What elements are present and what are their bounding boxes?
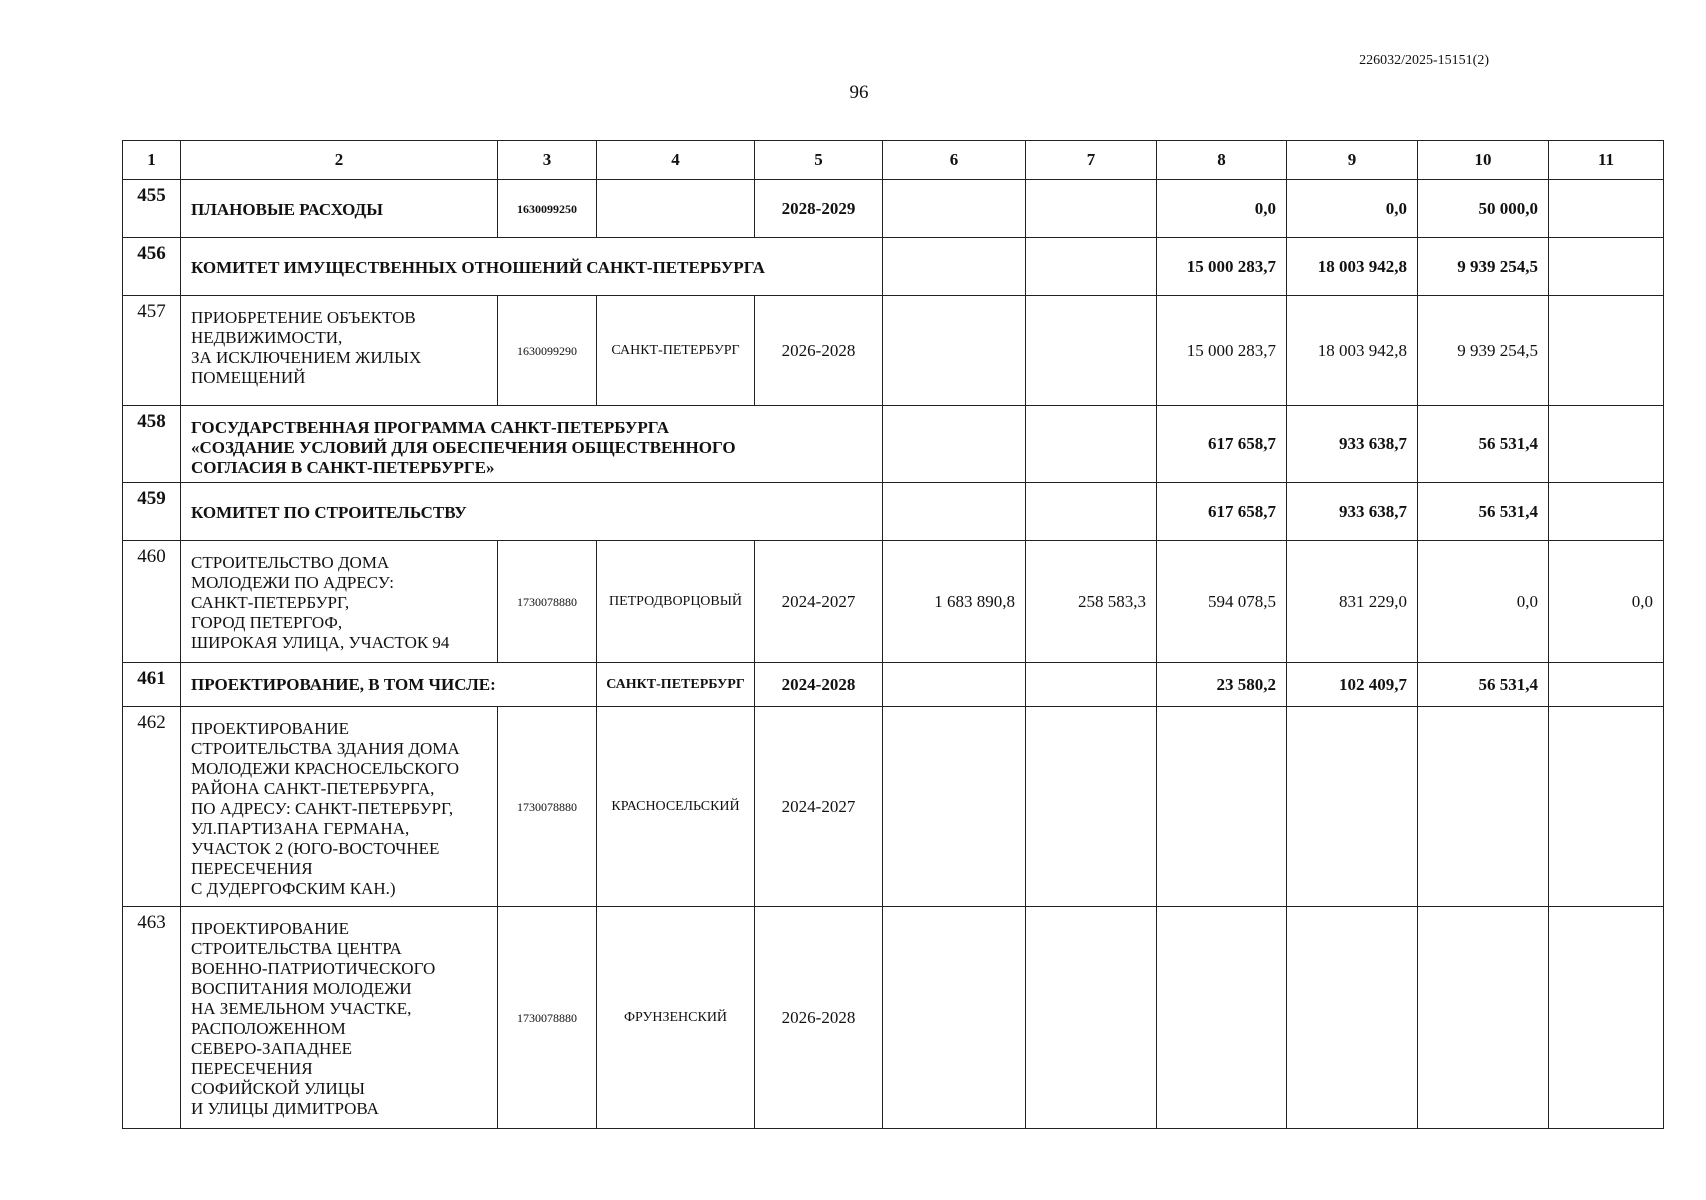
row-value-7 [1026,483,1157,541]
row-value-7 [1026,238,1157,296]
row-value-11 [1549,296,1664,406]
table-row [123,238,1664,296]
row-district: ПЕТРОДВОРЦОВЫЙ [597,541,755,663]
row-number: 462 [123,707,181,907]
row-number: 458 [123,406,181,483]
row-name: СТРОИТЕЛЬСТВО ДОМА МОЛОДЕЖИ ПО АДРЕСУ: САНКТ-ПЕТЕРБУРГ, ГОРОД ПЕТЕРГОФ, ШИРОКАЯ УЛИЦА, УЧАСТОК 94 [181,541,498,663]
row-number: 457 [123,296,181,406]
row-value-8: 15 000 283,7 [1157,296,1287,406]
row-name: ПРИОБРЕТЕНИЕ ОБЪЕКТОВ НЕДВИЖИМОСТИ, ЗА ИСКЛЮЧЕНИЕМ ЖИЛЫХ ПОМЕЩЕНИЙ [181,296,498,406]
row-value-7 [1026,907,1157,1129]
row-code: 1730078880 [498,541,597,663]
column-header: 8 [1157,141,1287,180]
row-value-11 [1549,907,1664,1129]
page-number: 96 [849,82,869,103]
row-number: 460 [123,541,181,663]
budget-table [122,140,1664,1129]
row-value-7 [1026,180,1157,238]
row-value-6 [883,296,1026,406]
row-period: 2028-2029 [755,180,883,238]
row-value-10 [1418,907,1549,1129]
row-number: 461 [123,663,181,707]
row-period: 2026-2028 [755,296,883,406]
row-value-9: 102 409,7 [1287,663,1418,707]
column-header: 6 [883,141,1026,180]
row-value-6 [883,483,1026,541]
row-value-11 [1549,663,1664,707]
row-value-11 [1549,707,1664,907]
column-header: 5 [755,141,883,180]
row-value-10: 56 531,4 [1418,483,1549,541]
table-row [123,483,1664,541]
row-period: 2024-2027 [755,707,883,907]
column-header: 10 [1418,141,1549,180]
row-value-8: 15 000 283,7 [1157,238,1287,296]
row-number: 459 [123,483,181,541]
row-value-11 [1549,238,1664,296]
row-name: ПРОЕКТИРОВАНИЕ СТРОИТЕЛЬСТВА ЗДАНИЯ ДОМА МОЛОДЕЖИ КРАСНОСЕЛЬСКОГО РАЙОНА САНКТ-ПЕТЕРБУРГА, ПО АДРЕСУ: САНКТ-ПЕТЕРБУРГ, УЛ.ПАРТИЗАНА ГЕРМАНА, УЧАСТОК 2 (ЮГО-ВОСТОЧНЕЕ ПЕРЕСЕЧЕНИЯ С ДУДЕРГОФСКИМ КАН.) [181,707,498,907]
table-row [123,541,1664,663]
row-district: САНКТ-ПЕТЕРБУРГ [597,296,755,406]
row-value-7 [1026,406,1157,483]
row-code: 1730078880 [498,907,597,1129]
row-period: 2024-2028 [755,663,883,707]
column-header: 11 [1549,141,1664,180]
row-value-9: 18 003 942,8 [1287,238,1418,296]
row-value-6 [883,180,1026,238]
row-value-11 [1549,180,1664,238]
table-row [123,180,1664,238]
row-period: 2024-2027 [755,541,883,663]
row-value-7 [1026,296,1157,406]
column-header: 1 [123,141,181,180]
row-value-9: 933 638,7 [1287,483,1418,541]
column-header: 4 [597,141,755,180]
table-row [123,663,1664,707]
row-code: 1630099290 [498,296,597,406]
row-name: ПРОЕКТИРОВАНИЕ СТРОИТЕЛЬСТВА ЦЕНТРА ВОЕННО-ПАТРИОТИЧЕСКОГО ВОСПИТАНИЯ МОЛОДЕЖИ НА ЗЕМЕЛЬНОМ УЧАСТКЕ, РАСПОЛОЖЕННОМ СЕВЕРО-ЗАПАДНЕЕ ПЕРЕСЕЧЕНИЯ СОФИЙСКОЙ УЛИЦЫ И УЛИЦЫ ДИМИТРОВА [181,907,498,1129]
row-value-8 [1157,707,1287,907]
row-value-10: 9 939 254,5 [1418,296,1549,406]
table-row [123,707,1664,907]
row-value-6 [883,406,1026,483]
row-code: 1730078880 [498,707,597,907]
row-value-9 [1287,707,1418,907]
row-value-8: 0,0 [1157,180,1287,238]
row-value-9 [1287,907,1418,1129]
row-value-8: 594 078,5 [1157,541,1287,663]
row-value-7 [1026,707,1157,907]
row-value-9: 831 229,0 [1287,541,1418,663]
row-value-9: 0,0 [1287,180,1418,238]
row-value-7 [1026,663,1157,707]
row-value-9: 18 003 942,8 [1287,296,1418,406]
row-value-11 [1549,483,1664,541]
column-header: 2 [181,141,498,180]
row-value-6 [883,707,1026,907]
row-code: 1630099250 [498,180,597,238]
row-value-10: 56 531,4 [1418,663,1549,707]
row-value-11 [1549,406,1664,483]
row-number: 463 [123,907,181,1129]
row-value-10: 9 939 254,5 [1418,238,1549,296]
row-value-8: 23 580,2 [1157,663,1287,707]
row-value-10 [1418,707,1549,907]
row-district: ФРУНЗЕНСКИЙ [597,907,755,1129]
row-name: ПЛАНОВЫЕ РАСХОДЫ [181,180,498,238]
row-value-10: 0,0 [1418,541,1549,663]
column-header: 3 [498,141,597,180]
row-value-6: 1 683 890,8 [883,541,1026,663]
row-district: САНКТ-ПЕТЕРБУРГ [597,663,755,707]
row-value-6 [883,907,1026,1129]
row-value-9: 933 638,7 [1287,406,1418,483]
row-value-10: 56 531,4 [1418,406,1549,483]
row-value-11: 0,0 [1549,541,1664,663]
table-header-row [123,141,1664,180]
table-row [123,406,1664,483]
row-name: ПРОЕКТИРОВАНИЕ, В ТОМ ЧИСЛЕ: [181,663,597,707]
row-value-7: 258 583,3 [1026,541,1157,663]
row-value-8 [1157,907,1287,1129]
row-name: КОМИТЕТ ПО СТРОИТЕЛЬСТВУ [181,483,883,541]
row-period: 2026-2028 [755,907,883,1129]
row-name: КОМИТЕТ ИМУЩЕСТВЕННЫХ ОТНОШЕНИЙ САНКТ-ПЕТЕРБУРГА [181,238,883,296]
row-district [597,180,755,238]
table-row [123,907,1664,1129]
row-value-10: 50 000,0 [1418,180,1549,238]
row-name: ГОСУДАРСТВЕННАЯ ПРОГРАММА САНКТ-ПЕТЕРБУРГА «СОЗДАНИЕ УСЛОВИЙ ДЛЯ ОБЕСПЕЧЕНИЯ ОБЩЕСТВЕННОГО СОГЛАСИЯ В САНКТ-ПЕТЕРБУРГЕ» [181,406,883,483]
column-header: 9 [1287,141,1418,180]
document-registration-number: 226032/2025-15151(2) [1359,53,1489,68]
row-value-8: 617 658,7 [1157,483,1287,541]
table-row [123,296,1664,406]
row-district: КРАСНОСЕЛЬСКИЙ [597,707,755,907]
row-value-6 [883,663,1026,707]
row-value-8: 617 658,7 [1157,406,1287,483]
column-header: 7 [1026,141,1157,180]
row-number: 455 [123,180,181,238]
row-value-6 [883,238,1026,296]
row-number: 456 [123,238,181,296]
